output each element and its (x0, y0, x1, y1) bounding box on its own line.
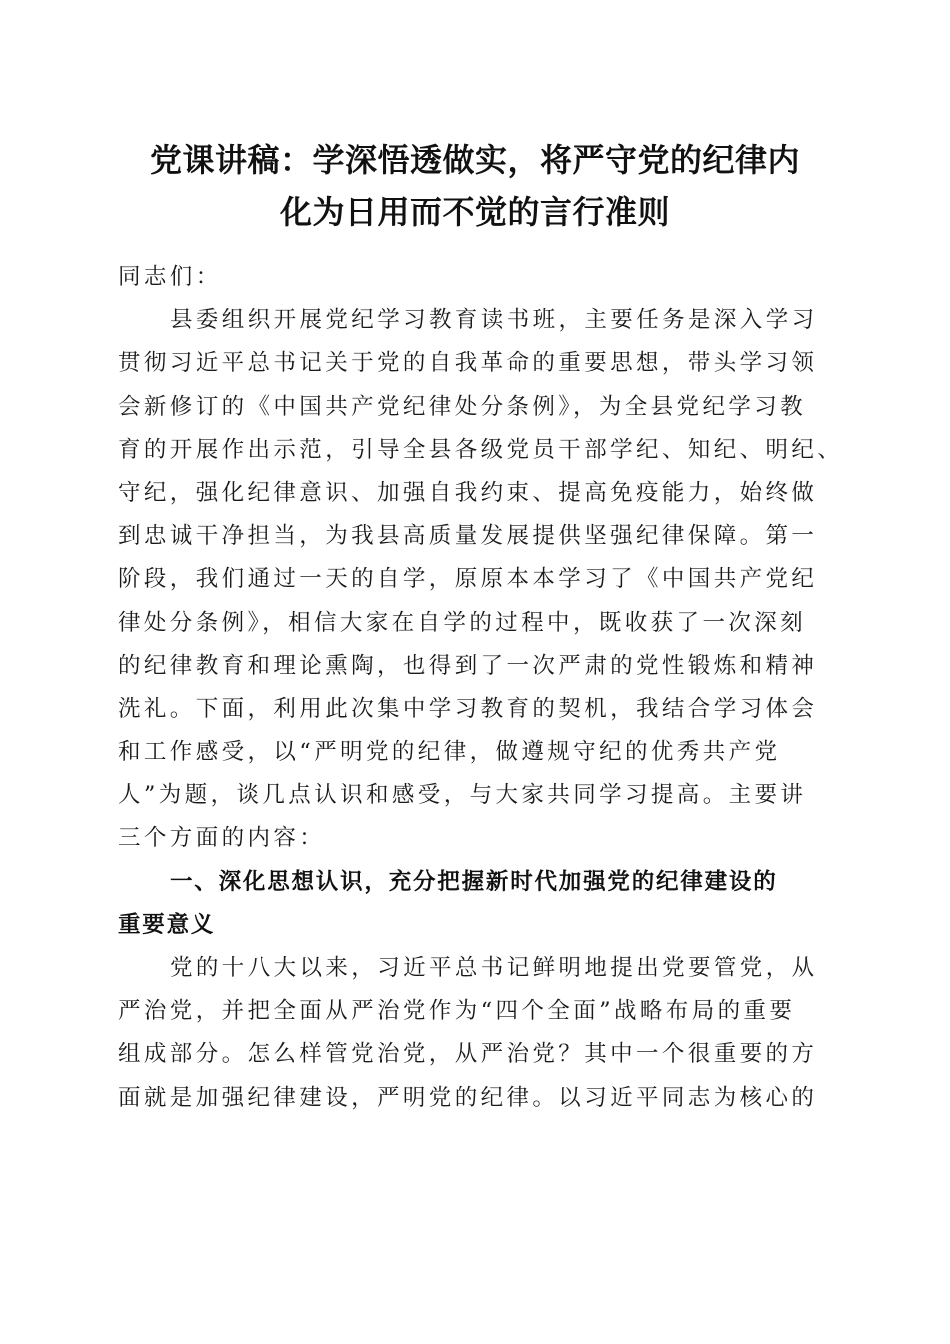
section-1-paragraph (118, 947, 830, 1120)
heading-line: 重要意义 (118, 911, 216, 938)
paragraph-line: 和工作感受，以“严明党的纪律，做遵规守纪的优秀共产党 (118, 739, 781, 766)
paragraph-line: 严治党，并把全面从严治党作为“四个全面”战略布局的重要 (118, 998, 796, 1025)
title-line: 化为日用而不觉的言行准则 (279, 193, 670, 231)
document-body (118, 256, 844, 1120)
paragraph-line: 到忠诚干净担当，为我县高质量发展提供坚强纪律保障。第一 (118, 523, 818, 550)
paragraph-line: 三个方面的内容： (118, 825, 326, 852)
paragraph-line: 律处分条例》，相信大家在自学的过程中，既收获了一次深刻 (118, 609, 807, 636)
paragraph-line: 守纪，强化纪律意识、加强自我约束、提高免疫能力，始终做 (118, 479, 818, 506)
paragraph-line: 贯彻习近平总书记关于党的自我革命的重要思想，带头学习领 (118, 350, 818, 377)
paragraph-line: 阶段，我们通过一天的自学，原原本本学习了《中国共产党纪 (118, 566, 818, 593)
paragraph-line: 育的开展作出示范，引导全县各级党员干部学纪、知纪、明纪、 (118, 436, 844, 463)
section-1-heading (118, 861, 830, 947)
paragraph-line: 面就是加强纪律建设，严明党的纪律。以习近平同志为核心的 (118, 1084, 818, 1111)
paragraph-line: 党的十八大以来，习近平总书记鲜明地提出党要管党，从 (170, 955, 818, 981)
paragraph-line: 组成部分。怎么样管党治党，从严治党？其中一个很重要的方 (118, 1041, 818, 1068)
document-title (100, 134, 850, 238)
paragraph-line: 洗礼。下面，利用此次集中学习教育的契机，我结合学习体会 (118, 695, 818, 722)
greeting: 同志们： (118, 264, 222, 290)
title-line: 党课讲稿：学深悟透做实，将严守党的纪律内 (149, 141, 800, 179)
paragraph-line: 的纪律教育和理论熏陶，也得到了一次严肃的党性锻炼和精神 (118, 652, 818, 679)
intro-paragraph (118, 299, 844, 860)
paragraph-line: 县委组织开展党纪学习教育读书班，主要任务是深入学习 (170, 307, 818, 334)
heading-line: 一、深化思想认识，充分把握新时代加强党的纪律建设的 (170, 868, 778, 895)
paragraph-line: 人”为题，谈几点认识和感受，与大家共同学习提高。主要讲 (118, 782, 807, 809)
paragraph-line: 会新修订的《中国共产党纪律处分条例》，为全县党纪学习教 (118, 393, 807, 420)
